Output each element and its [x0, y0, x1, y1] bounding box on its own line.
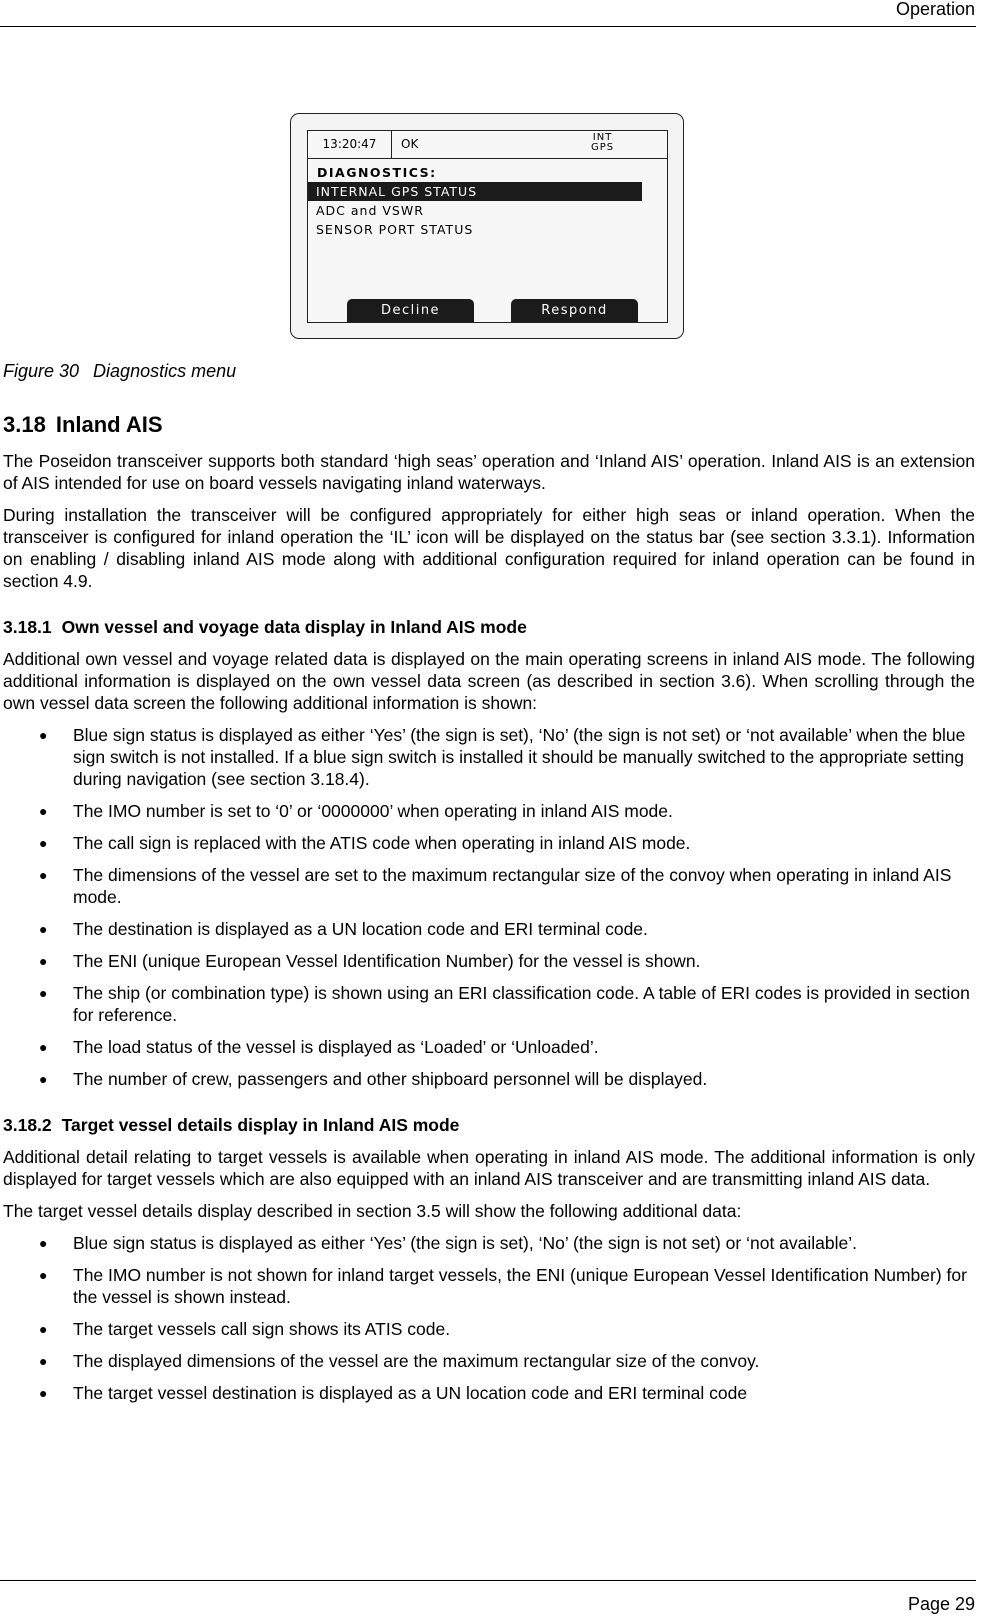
subsection-heading	[3, 1114, 975, 1136]
device-screen	[307, 130, 668, 323]
section-number: 3.18	[3, 412, 46, 437]
menu-item-sensor-port[interactable]: SENSOR PORT STATUS	[316, 222, 474, 237]
subsection-number: 3.18.2	[3, 1115, 52, 1135]
list-item: ● The IMO number is set to ‘0’ or ‘0000000’ when operating in inland AIS mode.	[3, 800, 975, 822]
footer-rule	[0, 1580, 976, 1581]
list-item: ● Blue sign status is displayed as either ‘Yes’ (the sign is set), ‘No’ (the sign is not set) or ‘not available’ when the blue sign switch is not installed. If a blue sign switch is installed it should be manually switched to the appropriate setting during navigation (see section 3.18.4).	[3, 724, 975, 790]
subsection-title: Target vessel details display in Inland AIS mode	[61, 1115, 460, 1135]
status-text: OK	[401, 137, 419, 151]
paragraph: The target vessel details display described in section 3.5 will show the following additional data:	[3, 1201, 742, 1221]
paragraph: The Poseidon transceiver supports both standard ‘high seas’ operation and ‘Inland AIS’ operation. Inland AIS is an extension of AIS intended for use on board vessels navigating inland waterways.	[3, 451, 975, 493]
paragraph: During installation the transceiver will be configured appropriately for either high seas or inland operation. When the transceiver is configured for inland operation the ‘IL’ icon will be displayed on the status bar (see section 3.3.1). Information on enabling / disabling inland AIS mode along with additional configuration required for inland operation can be found in section 4.9.	[3, 505, 975, 591]
list-item: ● The target vessel destination is displayed as a UN location code and ERI terminal code	[3, 1382, 975, 1404]
list-item: ● The dimensions of the vessel are set to the maximum rectangular size of the convoy when operating in inland AIS mode.	[3, 864, 975, 908]
decline-button[interactable]: Decline	[347, 299, 474, 322]
list-item: ● The displayed dimensions of the vessel are the maximum rectangular size of the convoy.	[3, 1350, 975, 1372]
subsection-number: 3.18.1	[3, 617, 52, 637]
body-content	[3, 410, 975, 1414]
page-number: Page 29	[907, 1594, 975, 1614]
status-bar	[308, 131, 667, 159]
caption-number: Figure 30	[3, 361, 80, 381]
list-item: ● The number of crew, passengers and other shipboard personnel will be displayed.	[3, 1068, 975, 1090]
caption-text: Diagnostics menu	[93, 361, 237, 381]
bullet-list	[3, 1232, 975, 1404]
device-figure	[290, 113, 684, 339]
section-title: Inland AIS	[55, 412, 163, 437]
list-item: ● The target vessels call sign shows its ATIS code.	[3, 1318, 975, 1340]
respond-button[interactable]: Respond	[511, 299, 638, 322]
list-item: ● The IMO number is not shown for inland target vessels, the ENI (unique European Vessel Identification Number) for the vessel is shown instead.	[3, 1264, 975, 1308]
section-heading	[3, 410, 975, 440]
subsection-heading	[3, 616, 975, 638]
menu-item-internal-gps[interactable]: INTERNAL GPS STATUS	[308, 182, 642, 201]
list-item: ● The load status of the vessel is displayed as ‘Loaded’ or ‘Unloaded’.	[3, 1036, 975, 1058]
status-time: 13:20:47	[308, 131, 392, 158]
gps-int: INT	[592, 132, 613, 143]
menu-title: DIAGNOSTICS:	[317, 165, 437, 180]
gps-label: GPS	[591, 142, 615, 153]
list-item: ● Blue sign status is displayed as either ‘Yes’ (the sign is set), ‘No’ (the sign is not set) or ‘not available’.	[3, 1232, 975, 1254]
paragraph: Additional own vessel and voyage related data is displayed on the main operating screens in inland AIS mode. The following additional information is displayed on the own vessel data screen (as described in section 3.6). When scrolling through the own vessel data screen the following additional information is shown:	[3, 649, 975, 713]
list-item: ● The ship (or combination type) is shown using an ERI classification code. A table of ERI codes is provided in section for reference.	[3, 982, 975, 1026]
gps-indicator	[591, 133, 614, 153]
list-item: ● The call sign is replaced with the ATIS code when operating in inland AIS mode.	[3, 832, 975, 854]
header-rule	[0, 26, 976, 27]
list-item: ● The ENI (unique European Vessel Identification Number) for the vessel is shown.	[3, 950, 975, 972]
figure-caption	[3, 361, 250, 382]
list-item: ● The destination is displayed as a UN location code and ERI terminal code.	[3, 918, 975, 940]
running-header: Operation	[895, 0, 975, 19]
subsection-title: Own vessel and voyage data display in Inland AIS mode	[61, 617, 527, 637]
menu-item-adc-vswr[interactable]: ADC and VSWR	[316, 203, 424, 218]
paragraph: Additional detail relating to target vessels is available when operating in inland AIS mode. The additional information is only displayed for target vessels which are also equipped with an inland AIS transceiver and are transmitting inland AIS data.	[3, 1147, 975, 1189]
bullet-list	[3, 724, 975, 1090]
